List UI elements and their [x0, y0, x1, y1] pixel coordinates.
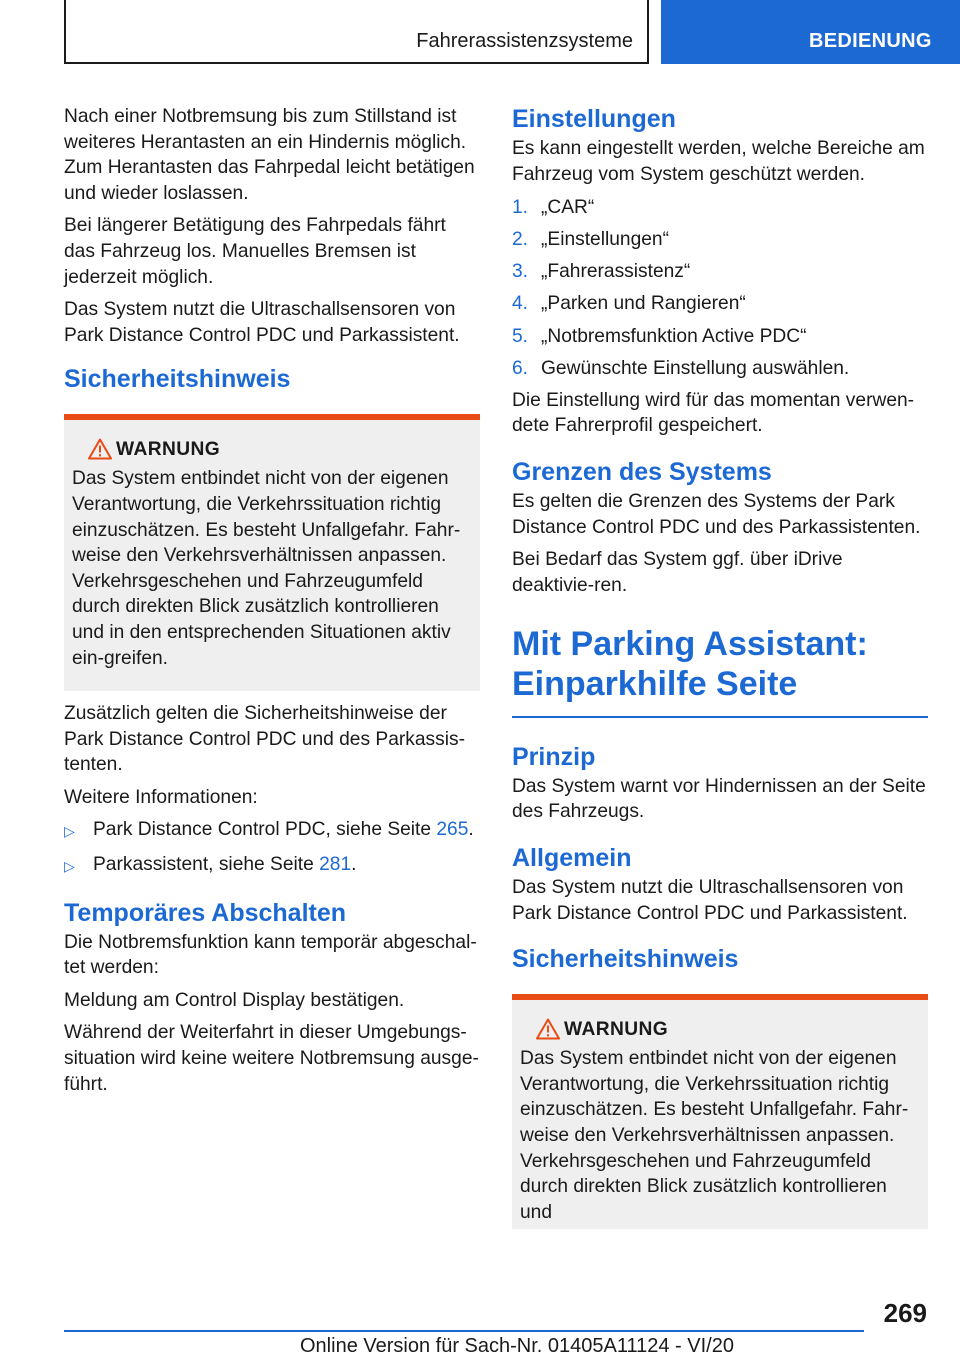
- paragraph: Es kann eingestellt werden, welche Bereiche am Fahrzeug vom System geschützt werden.: [512, 138, 925, 185]
- warning-triangle-icon: [72, 437, 116, 463]
- warning-header: [520, 1016, 920, 1044]
- right-column: [512, 104, 928, 1229]
- chapter-heading-line2: Einparkhilfe Seite: [512, 665, 798, 704]
- paragraph: Während der Weiterfahrt in dieser Umgebungs-situation wird keine weitere Notbremsung ausge-führt.: [64, 1022, 479, 1095]
- warning-box: [512, 994, 928, 1229]
- paragraph: Die Notbremsfunktion kann temporär abgeschal-tet werden:: [64, 931, 477, 979]
- heading-temporary-deactivation: Temporäres Abschalten: [64, 898, 347, 927]
- footer-online-version: Online Version für Sach-Nr. 01405A11124 - VI/20: [300, 1335, 734, 1357]
- list-item: 1. „CAR“: [512, 197, 595, 219]
- heading-safety-notice: Sicherheitshinweis: [64, 365, 291, 394]
- triangle-bullet-icon: ▷: [64, 858, 75, 875]
- paragraph: Zusätzlich gelten die Sicherheitshinweise der Park Distance Control PDC und des Parkassis-tenten.: [64, 703, 465, 776]
- header-section-title: Fahrerassistenzsysteme: [416, 30, 633, 52]
- settings-steps: [512, 195, 928, 381]
- page-link[interactable]: 281: [319, 854, 352, 876]
- warning-title: WARNUNG: [116, 439, 221, 461]
- heading-settings: Einstellungen: [512, 105, 676, 133]
- paragraph: Bei Bedarf das System ggf. über iDrive deaktivie-ren.: [512, 549, 843, 596]
- list-item: 3. „Fahrerassistenz“: [512, 261, 691, 283]
- paragraph: Es gelten die Grenzen des Systems der Park Distance Control PDC und des Parkassistenten.: [512, 490, 921, 538]
- footer-divider: [64, 1330, 864, 1332]
- heading-general: Allgemein: [512, 844, 632, 872]
- list-item: ▷ Park Distance Control PDC, siehe Seite 265.: [64, 817, 480, 845]
- paragraph: Die Einstellung wird für das momentan verwen-dete Fahrerprofil gespeichert.: [512, 389, 915, 437]
- list-item: 6. Gewünschte Einstellung auswählen.: [512, 357, 850, 379]
- heading-principle: Prinzip: [512, 742, 596, 771]
- paragraph: Das System warnt vor Hindernissen an der Seite des Fahrzeugs.: [512, 775, 926, 823]
- list-item: ▷ Parkassistent, siehe Seite 281.: [64, 852, 480, 880]
- heading-divider: [512, 716, 928, 718]
- warning-text: Das System entbindet nicht von der eigenen Verantwortung, die Verkehrssituation richtig einzuschätzen. Es besteht Unfallgefahr. Fahr-weise den Verkehrsverhältnissen anpassen. Verkehrsgeschehen und Fahrzeugumfeld durch direkten Blick zusätzlich kontrollieren und: [520, 1048, 909, 1223]
- header-chapter-title: BEDIENUNG: [809, 30, 932, 52]
- chapter-heading-line1: Mit Parking Assistant:: [512, 625, 868, 664]
- warning-triangle-icon: [520, 1017, 564, 1043]
- warning-header: [72, 436, 472, 464]
- page-link[interactable]: 265: [436, 819, 469, 841]
- list-item: 5. „Notbremsfunktion Active PDC“: [512, 325, 807, 347]
- heading-safety-notice: Sicherheitshinweis: [512, 945, 739, 974]
- header-section-tab: [64, 0, 649, 64]
- warning-title: WARNUNG: [564, 1019, 669, 1041]
- paragraph: Das System nutzt die Ultraschallsensoren von Park Distance Control PDC und Parkassistent.: [64, 299, 460, 346]
- warning-box: [64, 414, 480, 691]
- warning-text: Das System entbindet nicht von der eigenen Verantwortung, die Verkehrssituation richtig einzuschätzen. Es besteht Unfallgefahr. Fahr-weise den Verkehrsverhältnissen anpassen. Verkehrsgeschehen und Fahrzeugumfeld durch direkten Blick zusätzlich kontrollieren und in den entsprechenden Situationen aktiv ein-greifen.: [72, 468, 461, 669]
- page-number: 269: [883, 1298, 927, 1328]
- list-item: 4. „Parken und Rangieren“: [512, 293, 746, 315]
- paragraph: Meldung am Control Display bestätigen.: [64, 989, 405, 1011]
- heading-system-limits: Grenzen des Systems: [512, 457, 772, 486]
- reference-list: [64, 817, 480, 879]
- left-column: [64, 104, 480, 1104]
- list-item: 2. „Einstellungen“: [512, 229, 669, 251]
- paragraph: Weitere Informationen:: [64, 786, 258, 808]
- paragraph: Bei längerer Betätigung des Fahrpedals fährt das Fahrzeug los. Manuelles Bremsen ist jederzeit möglich.: [64, 215, 446, 288]
- header-chapter-tab: [661, 0, 960, 64]
- paragraph: Das System nutzt die Ultraschallsensoren von Park Distance Control PDC und Parkassistent.: [512, 877, 908, 924]
- triangle-bullet-icon: ▷: [64, 823, 75, 840]
- paragraph: Nach einer Notbremsung bis zum Stillstand ist weiteres Herantasten an ein Hindernis möglich. Zum Herantasten das Fahrpedal leicht betätigen und wieder loslassen.: [64, 106, 475, 204]
